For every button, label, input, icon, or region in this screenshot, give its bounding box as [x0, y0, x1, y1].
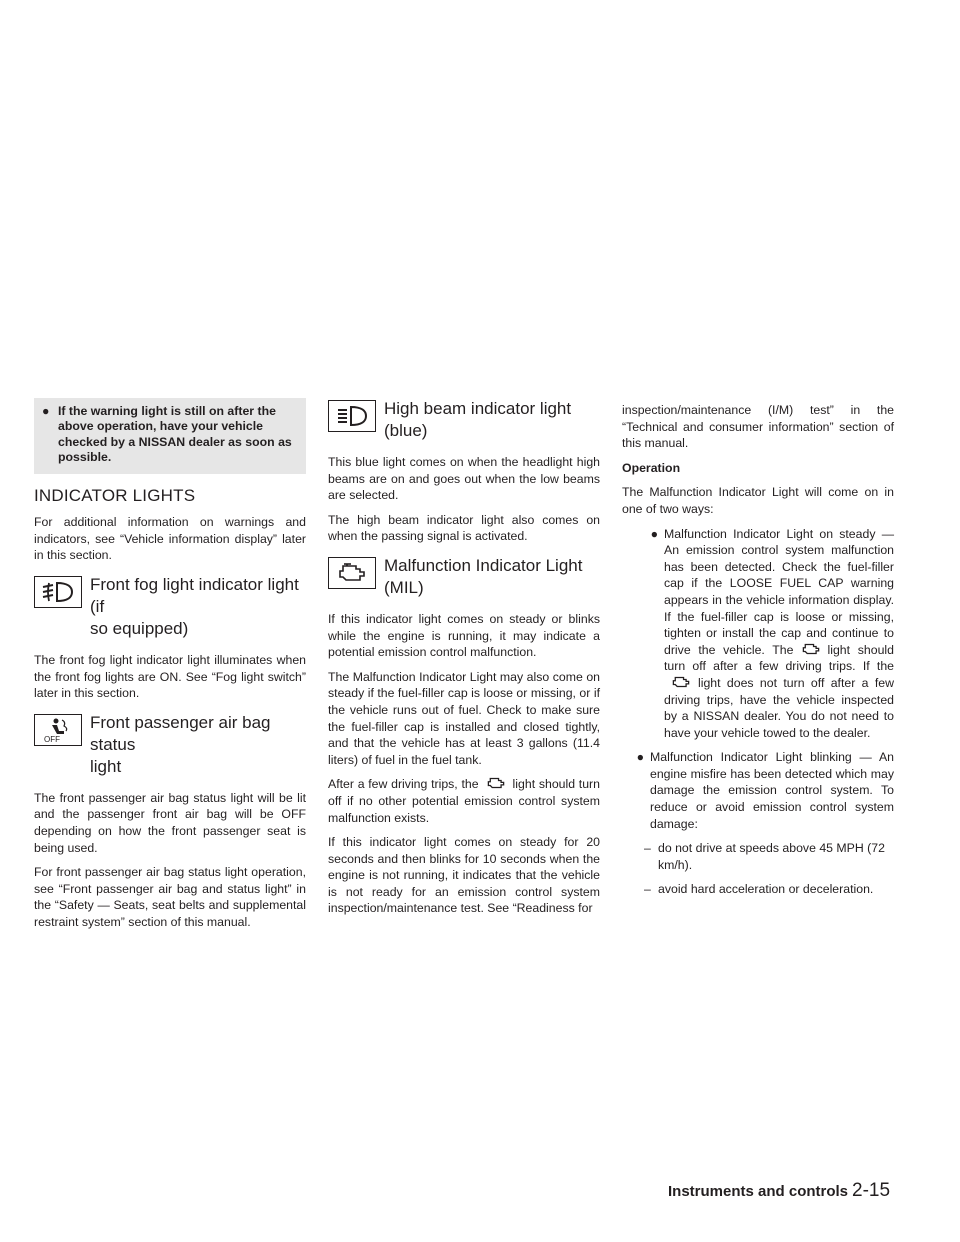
section-title: INDICATOR LIGHTS	[34, 485, 196, 505]
fog-paragraph: The front fog light indicator light illuminates when the front fog lights are ON. See “Fog light switch” later in this section.	[34, 653, 306, 701]
dash-item: – do not drive at speeds above 45 MPH (72 km/h).	[644, 841, 885, 872]
list-item: ● Malfunction Indicator Light blinking — An engine misfire has been detected which may damage the emission control system. To reduce or avoid emission control system damage:	[622, 749, 894, 832]
high-beam-heading	[328, 398, 600, 442]
page-number: 2-15	[852, 1180, 891, 1201]
bullet: ●	[650, 526, 658, 541]
airbag-title-line1: Front passenger air bag status	[90, 712, 271, 754]
column-1	[34, 398, 306, 939]
high-beam-paragraph-1: This blue light comes on when the headlight high beams are on and goes out when the low beams are selected.	[328, 455, 600, 503]
dash-item: – avoid hard acceleration or deceleration.	[644, 882, 874, 897]
page-footer	[668, 1180, 928, 1202]
intro-paragraph: For additional information on warnings and indicators, see “Vehicle information display” later in this section.	[34, 515, 306, 563]
operation-list	[622, 526, 894, 898]
fog-title-line2: so equipped)	[90, 619, 189, 638]
fog-light-heading	[34, 574, 306, 640]
airbag-off-label: OFF	[44, 734, 60, 744]
mil-paragraph-1: If this indicator light comes on steady or blinks while the engine is running, it may indicate a potential emission control malfunction.	[328, 611, 600, 660]
high-beam-title-line1: High beam indicator light	[384, 399, 572, 418]
engine-check-icon	[668, 675, 694, 689]
airbag-heading	[34, 712, 306, 778]
mil-paragraph-2: The Malfunction Indicator Light may also come on steady if the fuel-filler cap is loose or missing, or if the vehicle runs out of fuel. Check to make sure the fuel-filler cap is installed and closed tightly, and that the vehicle has at least 3 gallons (11.4 liters) of fuel in the fuel tank.	[328, 669, 600, 767]
fog-title-line1: Front fog light indicator light (if	[90, 575, 299, 616]
warning-box	[34, 398, 306, 474]
airbag-paragraph-2: For front passenger air bag status light operation, see “Front passenger air bag and status light” in the “Safety — Seats, seat belts and supplemental restraint system” section of this manual.	[34, 865, 306, 929]
operation-intro: The Malfunction Indicator Light will come on in one of two ways:	[622, 485, 894, 516]
mil-paragraph-4: If this indicator light comes on steady for 20 seconds and then blinks for 10 seconds when the engine is not running, it indicates that the vehicle is not ready for an emission control system inspection/maintenance test. See “Readiness for	[328, 835, 600, 916]
high-beam-paragraph-2: The high beam indicator light also comes on when the passing signal is activated.	[328, 512, 600, 544]
mil-heading	[328, 555, 600, 599]
high-beam-title-line2: (blue)	[384, 421, 428, 440]
column-2	[328, 398, 600, 925]
column-3	[622, 402, 894, 906]
engine-check-icon	[483, 776, 509, 790]
operation-heading: Operation	[622, 460, 681, 475]
engine-check-icon	[798, 642, 824, 656]
mil-title-line1: Malfunction Indicator Light	[384, 555, 583, 575]
engine-check-icon	[328, 557, 376, 589]
footer-section: Instruments and controls	[668, 1183, 849, 1200]
bullet: ●	[636, 750, 644, 765]
airbag-title-line2: light	[90, 756, 122, 776]
airbag-paragraph-1: The front passenger air bag status light will be lit and the passenger front air bag will be OFF depending on how the front passenger seat is being used.	[34, 790, 306, 855]
list-item: ● Malfunction Indicator Light on steady — An emission control system malfunction has been detected. Check the fuel-filler cap if the LOOSE FUEL CAP warning appears in the vehicle information display. If the fuel-filler cap is loose or missing, tighten or install the cap and continue to drive the vehicle. The light should turn off after a few driving trips. If the light does not turn off after a few driving trips, have the vehicle inspected by a NISSAN dealer. You do not need to have your vehicle towed to the dealer.	[622, 526, 894, 742]
front-fog-light-icon	[34, 576, 82, 608]
warning-text: If the warning light is still on after the above operation, have your vehicle checked by a NISSAN dealer as soon as possible.	[58, 404, 292, 465]
mil-paragraph-3: After a few driving trips, the light should turn off if no other potential emission control system malfunction exists.	[328, 777, 600, 825]
passenger-airbag-off-icon	[34, 714, 82, 746]
bullet: ●	[42, 404, 50, 418]
continued-paragraph: inspection/maintenance (I/M) test” in the “Technical and consumer information” section of this manual.	[622, 403, 894, 451]
high-beam-icon	[328, 400, 376, 432]
mil-title-line2: (MIL)	[384, 577, 424, 597]
